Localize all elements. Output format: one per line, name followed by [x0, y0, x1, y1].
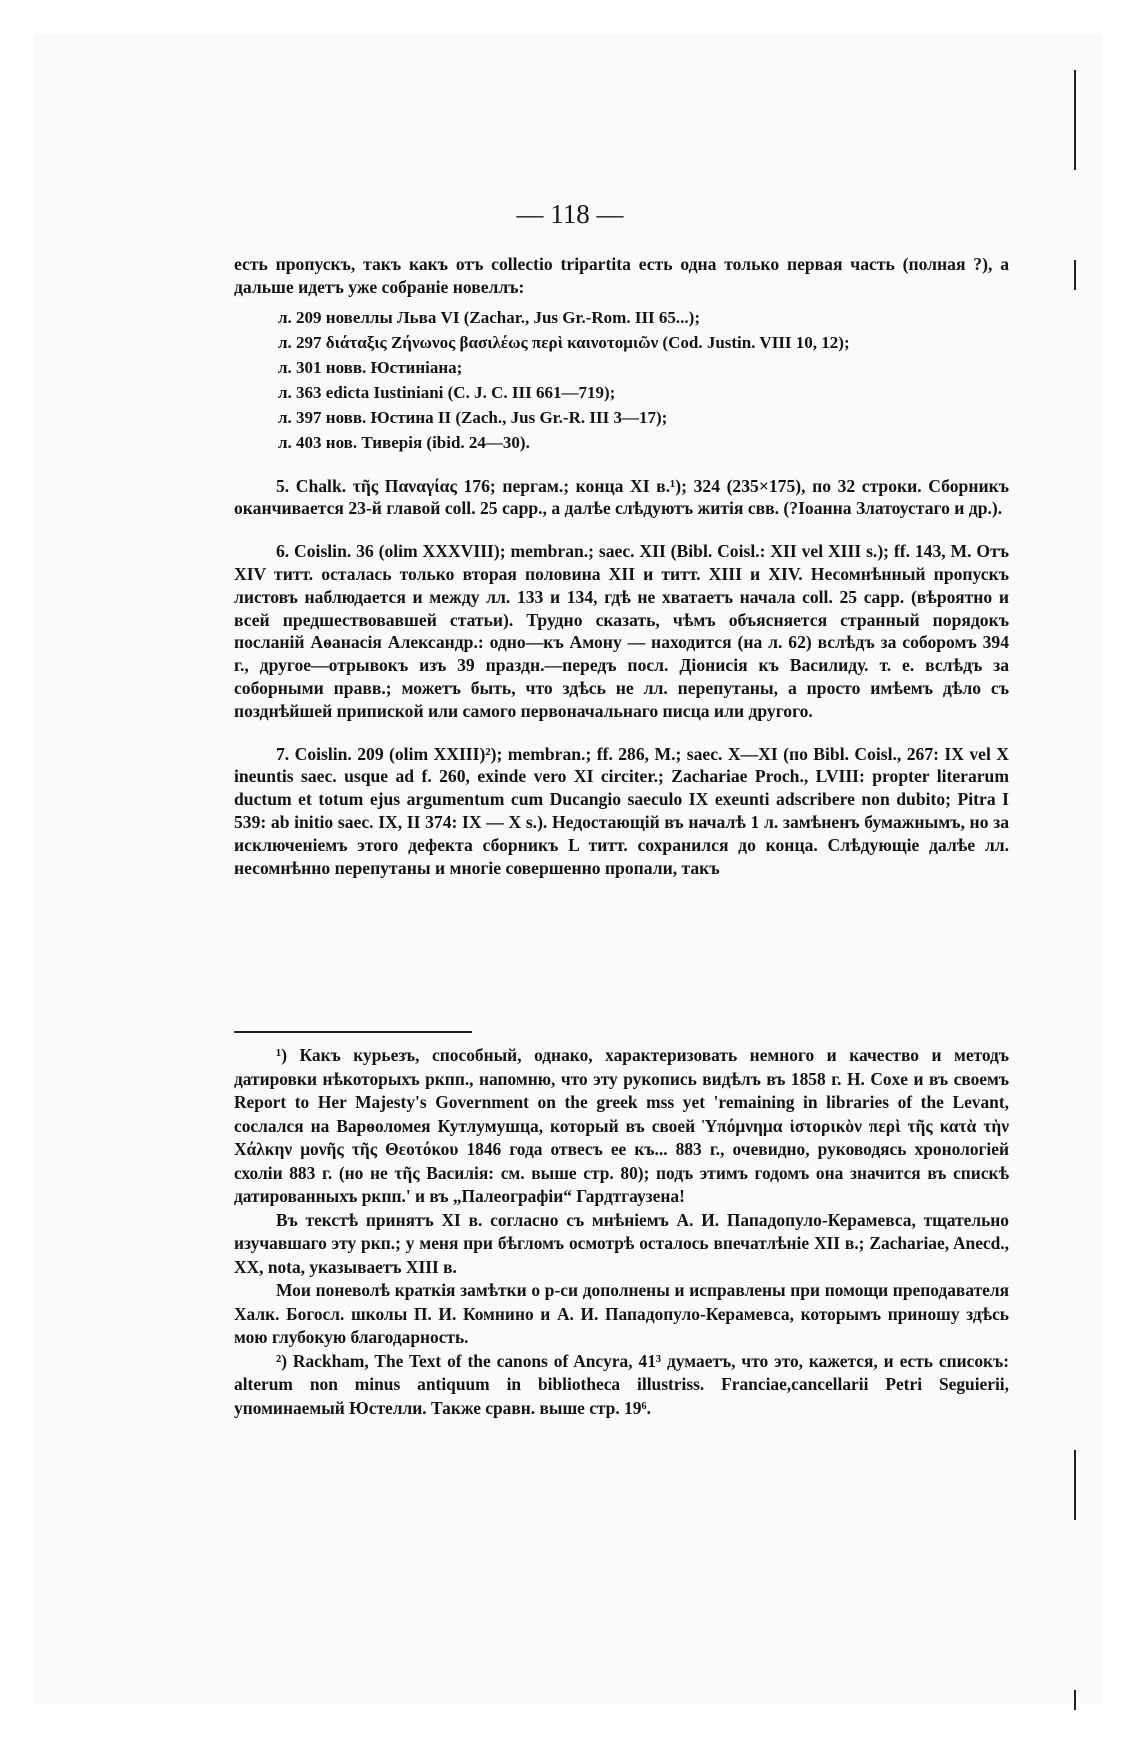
footnote-1-acknowledgment: Мои поневолѣ краткія замѣтки о р-си дополнены и исправлены при помощи преподавателя Халк. Богосл. школы П. И. Комнино и А. И. Пападопуло-Керамевса, которымъ приношу здѣсь мою глубокую благодарность. — [234, 1280, 1009, 1347]
footnotes — [234, 1044, 1009, 1420]
margin-rule — [1074, 1690, 1076, 1710]
page-number: — 118 — — [516, 199, 624, 229]
main-text — [234, 253, 1009, 879]
paragraph-chalk: 5. Chalk. τῆς Παναγίας 176; пергам.; конца XI в.¹); 324 (235×175), по 32 строки. Сборникъ оканчивается 23-й главой coll. 25 capp., а далѣе слѣдуютъ житія свв. (?Іоанна Златоустаго и др.). — [234, 475, 1009, 519]
footnote-1-continued: Въ текстѣ принятъ XI в. согласно съ мнѣніемъ А. И. Пападопуло-Керамевса, тщательно изучавшаго эту ркп.; у меня при бѣгломъ осмотрѣ осталось впечатлѣніе XII в.; Zachariae, Anecd., XX, nota, указываетъ XIII в. — [234, 1209, 1009, 1277]
list-item: л. 209 новеллы Льва VI (Zachar., Jus Gr.-Rom. III 65...); — [278, 307, 700, 327]
footnote-2: ²) Rackham, The Text of the canons of Ancyra, 41³ думаетъ, что это, кажется, и есть списокъ: alterum non minus antiquum in bibliotheca illustriss. Franciae,cancellarii Petri Seguierii, упоминаемый Юстелли. Также сравн. выше стр. 19⁶. — [234, 1350, 1009, 1418]
list-item: л. 297 διάταξις Ζήνωνος βασιλέως περὶ καινοτομιῶν (Cod. Justin. VIII 10, 12); — [278, 332, 850, 352]
paragraph-coislin-36: 6. Coislin. 36 (olim XXXVIII); membran.; saec. XII (Bibl. Coisl.: XII vel XIII s.); ff. 143, M. Отъ XIV титт. осталась только вторая половина XII и титт. XIII и XIV. Несомнѣнный пропускъ листовъ наблюдается и между лл. 133 и 134, гдѣ не хватаетъ начала coll. 25 capp. (вѣроятно и всей предшествовавшей статьи). Трудно сказать, чѣмъ объясняется странный порядокъ посланій Аѳанасія Александр.: одно—къ Амону — находится (на л. 62) вслѣдъ за соборомъ 394 г., другое—отрывокъ изъ 39 праздн.—передъ посл. Діонисія къ Василиду. т. е. вслѣдъ за соборными правв.; можетъ быть, что здѣсь не лл. перепутаны, а просто имѣемъ дѣло съ позднѣйшей припиской или самого первоначальнаго писца или другого. — [234, 541, 1009, 721]
list-item: л. 363 edicta Iustiniani (C. J. C. III 661—719); — [278, 382, 616, 402]
margin-rule — [1074, 70, 1076, 170]
footnote-separator — [234, 1031, 472, 1033]
margin-rule — [1074, 260, 1076, 290]
footnote-1: ¹) Какъ курьезъ, способный, однако, характеризовать немного и качество и методъ датировки нѣкоторыхъ ркпп., напомню, что эту рукопись видѣлъ въ 1858 г. H. Coxe и въ своемъ Report to Her Majesty's Government on the greek mss yet 'remaining in libraries of the Levant, сослался на Варѳоломея Кутлумушца, который въ своей Ὑπόμνημα ἱστορικὸν περὶ τῆς κατὰ τὴν Χάλκην μονῆς τῆς Θεοτόκου 1846 года отвесъ ее къ... 883 г., очевидно, руководясь хронологіей схоліи 883 г. (но не τῆς Василія: см. выше стр. 80); подъ этимъ годомъ она значится въ спискѣ датированныхъ ркпп.' и въ „Палеографіи“ Гардтгаузена! — [234, 1045, 1009, 1206]
intro-paragraph: есть пропускъ, такъ какъ отъ collectio tripartita есть одна только первая часть (полная ?), а дальше идетъ уже собраніе новеллъ: — [234, 254, 1009, 297]
paragraph-coislin-209: 7. Coislin. 209 (olim XXIII)²); membran.; ff. 286, M.; saec. X—XI (по Bibl. Coisl., 267: IX vel X ineuntis saec. usque ad f. 260, exinde vero XI circiter.; Zachariae Proch., LVIII: propter literarum ductum et totum ejus argumentum cum Ducangio saeculo IX exeunti adscribere non dubito; Pitra I 539: ab initio saec. IX, II 374: IX — X s.). Недостающій въ началѣ 1 л. замѣненъ бумажнымъ, но за исключеніемъ этого дефекта сборникъ L титт. сохранился до конца. Слѣдующіе далѣе лл. несомнѣнно перепутаны и многіе совершенно пропали, такъ — [234, 743, 1009, 878]
margin-rule — [1074, 1450, 1076, 1520]
list-item: л. 301 новв. Юстиніана; — [278, 357, 463, 377]
list-item: л. 397 новв. Юстина II (Zach., Jus Gr.-R. III 3—17); — [278, 407, 668, 427]
list-item: л. 403 нов. Тиверія (ibid. 24—30). — [278, 432, 530, 452]
novel-list — [278, 305, 1009, 455]
